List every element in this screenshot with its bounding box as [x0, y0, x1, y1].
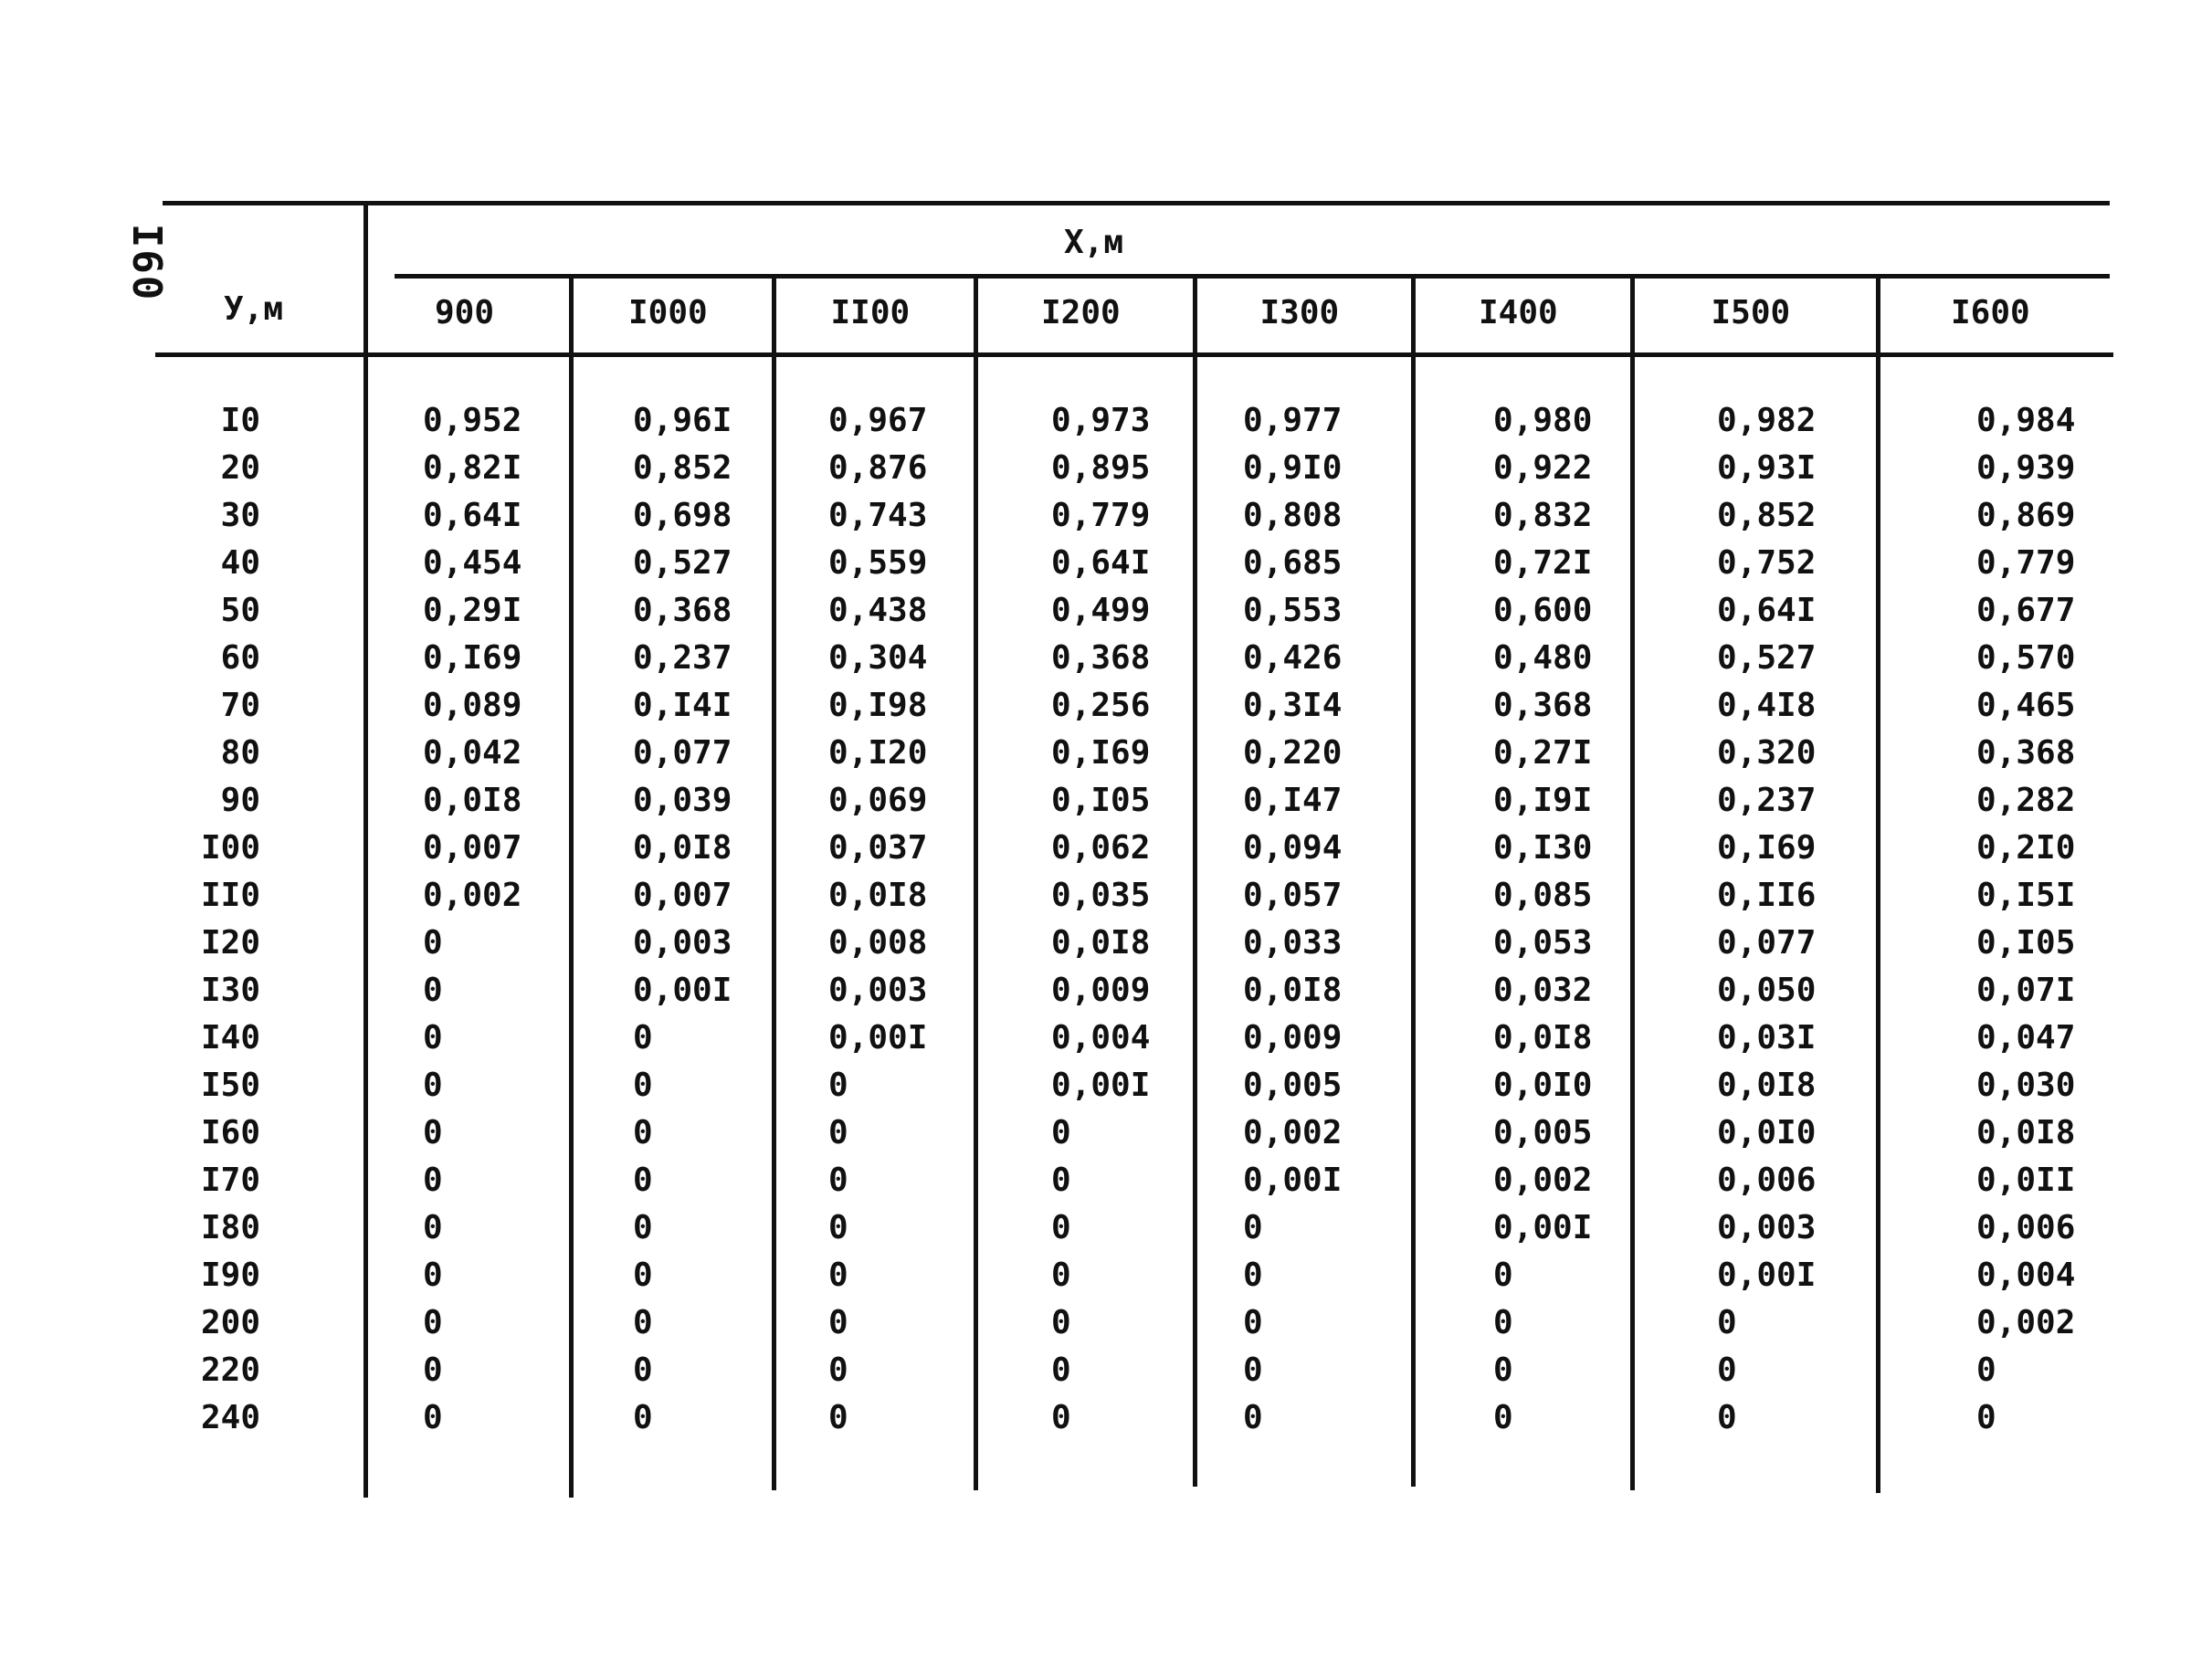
table-cell: 0,003 — [828, 972, 928, 1009]
column-header: I300 — [1259, 294, 1340, 331]
table-cell: 0,006 — [1717, 1162, 1817, 1199]
table-cell: 0 — [1717, 1399, 1737, 1436]
table-cell: 0,089 — [423, 687, 522, 724]
table-cell: 0,00I — [1717, 1257, 1817, 1294]
x-axis-header: Х,м — [1064, 224, 1124, 261]
table-cell: 0 — [1051, 1114, 1071, 1151]
table-cell: 0 — [1051, 1351, 1071, 1389]
table-cell: 0,553 — [1243, 592, 1343, 629]
table-cell: 0,973 — [1051, 402, 1151, 439]
table-cell: 0 — [1243, 1351, 1263, 1389]
table-cell: 0,0I8 — [633, 829, 732, 867]
column-header: I400 — [1479, 294, 1558, 331]
row-label: I60 — [200, 1114, 260, 1151]
table-cell: 0,062 — [1051, 829, 1151, 867]
table-cell: 0,042 — [423, 734, 522, 772]
table-cell: 0,29I — [423, 592, 522, 629]
table-cell: 0,499 — [1051, 592, 1151, 629]
column-header: I600 — [1951, 294, 2030, 331]
table-cell: 0,570 — [1976, 639, 2076, 677]
table-cell: 0,82I — [423, 449, 522, 487]
table-cell: 0,057 — [1243, 877, 1343, 914]
table-cell: 0,895 — [1051, 449, 1151, 487]
table-cell: 0,685 — [1243, 544, 1343, 582]
row-label: II0 — [200, 877, 260, 914]
row-label: 50 — [220, 592, 260, 629]
table-cell: 0,007 — [423, 829, 522, 867]
table-cell: 0,002 — [423, 877, 522, 914]
table-cell: 0,0I8 — [1717, 1067, 1817, 1104]
table-cell: 0,869 — [1976, 497, 2076, 534]
table-cell: 0,237 — [1717, 782, 1817, 819]
table-cell: 0,I98 — [828, 687, 928, 724]
table-cell: 0,282 — [1976, 782, 2076, 819]
table-cell: 0 — [1051, 1304, 1071, 1341]
row-label: 80 — [220, 734, 260, 772]
table-cell: 0,977 — [1243, 402, 1343, 439]
table-cell: 0,808 — [1243, 497, 1343, 534]
table-cell: 0,698 — [633, 497, 732, 534]
row-label: 40 — [220, 544, 260, 582]
row-label: 200 — [200, 1304, 260, 1341]
column-divider — [1411, 274, 1416, 1487]
table-cell: 0,050 — [1717, 972, 1817, 1009]
table-cell: 0 — [423, 924, 443, 962]
table-cell: 0,006 — [1976, 1209, 2076, 1246]
table-cell: 0,2I0 — [1976, 829, 2076, 867]
table-cell: 0,008 — [828, 924, 928, 962]
table-cell: 0 — [1243, 1399, 1263, 1436]
table-cell: 0,980 — [1493, 402, 1593, 439]
table-cell: 0,I05 — [1976, 924, 2076, 962]
table-cell: 0,426 — [1243, 639, 1343, 677]
table-cell: 0,922 — [1493, 449, 1593, 487]
table-cell: 0 — [828, 1304, 848, 1341]
table-cell: 0,047 — [1976, 1019, 2076, 1057]
table-cell: 0 — [1051, 1257, 1071, 1294]
table-cell: 0,320 — [1717, 734, 1817, 772]
table-cell: 0 — [423, 1114, 443, 1151]
table-cell: 0,077 — [1717, 924, 1817, 962]
table-cell: 0,454 — [423, 544, 522, 582]
table-cell: 0 — [423, 1304, 443, 1341]
table-cell: 0,039 — [633, 782, 732, 819]
table-cell: 0 — [423, 1162, 443, 1199]
table-cell: 0,368 — [1493, 687, 1593, 724]
column-divider — [1876, 274, 1880, 1493]
table-cell: 0 — [633, 1351, 653, 1389]
table-cell: 0,527 — [633, 544, 732, 582]
table-cell: 0 — [1717, 1304, 1737, 1341]
table-cell: 0,094 — [1243, 829, 1343, 867]
column-divider — [1630, 274, 1635, 1490]
table-cell: 0,952 — [423, 402, 522, 439]
table-cell: 0,003 — [633, 924, 732, 962]
table-cell: 0 — [828, 1114, 848, 1151]
table-cell: 0 — [423, 972, 443, 1009]
table-cell: 0,304 — [828, 639, 928, 677]
table-cell: 0,005 — [1493, 1114, 1593, 1151]
table-cell: 0,00I — [828, 1019, 928, 1057]
column-header: I200 — [1041, 294, 1121, 331]
table-cell: 0 — [423, 1019, 443, 1057]
row-label: 70 — [220, 687, 260, 724]
table-cell: 0 — [1976, 1399, 1996, 1436]
table-cell: 0,368 — [1976, 734, 2076, 772]
table-cell: 0,035 — [1051, 877, 1151, 914]
table-cell: 0,4I8 — [1717, 687, 1817, 724]
table-cell: 0,967 — [828, 402, 928, 439]
row-label: I00 — [200, 829, 260, 867]
table-cell: 0,779 — [1051, 497, 1151, 534]
table-cell: 0,256 — [1051, 687, 1151, 724]
table-cell: 0,96I — [633, 402, 732, 439]
table-cell: 0,64I — [1051, 544, 1151, 582]
table-cell: 0,I47 — [1243, 782, 1343, 819]
table-cell: 0 — [828, 1257, 848, 1294]
table-cell: 0,876 — [828, 449, 928, 487]
table-cell: 0,600 — [1493, 592, 1593, 629]
row-label: 240 — [200, 1399, 260, 1436]
column-divider — [569, 274, 574, 1498]
table-cell: 0,004 — [1976, 1257, 2076, 1294]
row-label: I20 — [200, 924, 260, 962]
x-header-rule — [395, 274, 2110, 279]
table-cell: 0,I5I — [1976, 877, 2076, 914]
table-cell: 0,I69 — [1717, 829, 1817, 867]
table-cell: 0 — [633, 1257, 653, 1294]
table-cell: 0,9I0 — [1243, 449, 1343, 487]
table-cell: 0 — [1051, 1399, 1071, 1436]
table-cell: 0,00I — [1243, 1162, 1343, 1199]
table-cell: 0,368 — [1051, 639, 1151, 677]
table-cell: 0 — [1243, 1209, 1263, 1246]
table-cell: 0,3I4 — [1243, 687, 1343, 724]
row-label: I50 — [200, 1067, 260, 1104]
row-label: I70 — [200, 1162, 260, 1199]
table-cell: 0,0I0 — [1493, 1067, 1593, 1104]
table-cell: 0,752 — [1717, 544, 1817, 582]
row-label: I90 — [200, 1257, 260, 1294]
table-cell: 0 — [633, 1067, 653, 1104]
table-cell: 0 — [633, 1162, 653, 1199]
table-cell: 0,0I8 — [1051, 924, 1151, 962]
table-cell: 0 — [1493, 1257, 1513, 1294]
table-cell: 0,368 — [633, 592, 732, 629]
table-cell: 0,743 — [828, 497, 928, 534]
table-cell: 0,237 — [633, 639, 732, 677]
table-cell: 0,0I0 — [1717, 1114, 1817, 1151]
table-cell: 0,053 — [1493, 924, 1593, 962]
table-cell: 0,069 — [828, 782, 928, 819]
table-cell: 0,II6 — [1717, 877, 1817, 914]
table-cell: 0 — [828, 1162, 848, 1199]
column-divider — [974, 274, 978, 1490]
table-cell: 0,779 — [1976, 544, 2076, 582]
table-cell: 0,07I — [1976, 972, 2076, 1009]
table-cell: 0 — [423, 1399, 443, 1436]
table-top-rule — [163, 201, 2110, 205]
table-cell: 0 — [1051, 1162, 1071, 1199]
table-cell: 0,0I8 — [423, 782, 522, 819]
header-bottom-rule — [155, 352, 2113, 357]
table-cell: 0,27I — [1493, 734, 1593, 772]
table-cell: 0 — [633, 1209, 653, 1246]
table-cell: 0,003 — [1717, 1209, 1817, 1246]
table-cell: 0,I30 — [1493, 829, 1593, 867]
table-cell: 0,438 — [828, 592, 928, 629]
table-cell: 0,93I — [1717, 449, 1817, 487]
y-axis-header: У,м — [224, 290, 284, 328]
table-cell: 0,465 — [1976, 687, 2076, 724]
table-cell: 0,852 — [1717, 497, 1817, 534]
row-label: I0 — [220, 402, 260, 439]
table-cell: 0 — [1051, 1209, 1071, 1246]
row-label: I30 — [200, 972, 260, 1009]
table-cell: 0 — [633, 1114, 653, 1151]
table-cell: 0,I4I — [633, 687, 732, 724]
row-label: 220 — [200, 1351, 260, 1389]
table-cell: 0,030 — [1976, 1067, 2076, 1104]
page-number: I60 — [123, 223, 171, 302]
table-cell: 0,002 — [1243, 1114, 1343, 1151]
table-cell: 0,I20 — [828, 734, 928, 772]
table-cell: 0,00I — [1051, 1067, 1151, 1104]
table-cell: 0,00I — [633, 972, 732, 1009]
table-cell: 0,559 — [828, 544, 928, 582]
table-cell: 0,002 — [1493, 1162, 1593, 1199]
table-cell: 0,72I — [1493, 544, 1593, 582]
table-cell: 0 — [423, 1209, 443, 1246]
table-cell: 0,032 — [1493, 972, 1593, 1009]
table-cell: 0 — [633, 1304, 653, 1341]
table-cell: 0,004 — [1051, 1019, 1151, 1057]
row-label: 30 — [220, 497, 260, 534]
table-cell: 0 — [1243, 1304, 1263, 1341]
y-column-divider — [363, 201, 368, 1498]
table-cell: 0 — [1717, 1351, 1737, 1389]
row-label: 60 — [220, 639, 260, 677]
row-label: 20 — [220, 449, 260, 487]
table-cell: 0,007 — [633, 877, 732, 914]
table-cell: 0 — [633, 1019, 653, 1057]
table-cell: 0 — [423, 1257, 443, 1294]
table-cell: 0 — [633, 1399, 653, 1436]
table-cell: 0,64I — [423, 497, 522, 534]
column-header: I000 — [628, 294, 708, 331]
table-cell: 0,00I — [1493, 1209, 1593, 1246]
table-cell: 0,832 — [1493, 497, 1593, 534]
table-cell: 0 — [423, 1351, 443, 1389]
table-cell: 0,527 — [1717, 639, 1817, 677]
column-divider — [772, 274, 776, 1490]
column-header: I500 — [1711, 294, 1791, 331]
table-cell: 0 — [828, 1209, 848, 1246]
table-cell: 0,077 — [633, 734, 732, 772]
table-cell: 0 — [1493, 1399, 1513, 1436]
table-cell: 0 — [1493, 1351, 1513, 1389]
table-cell: 0,0I8 — [1493, 1019, 1593, 1057]
table-cell: 0,03I — [1717, 1019, 1817, 1057]
table-cell: 0 — [1976, 1351, 1996, 1389]
table-cell: 0,I9I — [1493, 782, 1593, 819]
table-cell: 0,64I — [1717, 592, 1817, 629]
row-label: 90 — [220, 782, 260, 819]
table-cell: 0,982 — [1717, 402, 1817, 439]
table-cell: 0,002 — [1976, 1304, 2076, 1341]
table-cell: 0,037 — [828, 829, 928, 867]
table-cell: 0,I69 — [1051, 734, 1151, 772]
table-cell: 0,I69 — [423, 639, 522, 677]
table-cell: 0 — [828, 1067, 848, 1104]
table-cell: 0 — [1493, 1304, 1513, 1341]
table-cell: 0,0I8 — [828, 877, 928, 914]
column-divider — [1193, 274, 1197, 1487]
table-cell: 0 — [1243, 1257, 1263, 1294]
table-cell: 0 — [828, 1399, 848, 1436]
table-cell: 0,I05 — [1051, 782, 1151, 819]
table-cell: 0,677 — [1976, 592, 2076, 629]
table-cell: 0,009 — [1243, 1019, 1343, 1057]
table-cell: 0 — [828, 1351, 848, 1389]
table-cell: 0,480 — [1493, 639, 1593, 677]
table-cell: 0,085 — [1493, 877, 1593, 914]
column-header: 900 — [435, 294, 495, 331]
row-label: I40 — [200, 1019, 260, 1057]
table-cell: 0,852 — [633, 449, 732, 487]
table-cell: 0,220 — [1243, 734, 1343, 772]
table-cell: 0,0I8 — [1976, 1114, 2076, 1151]
table-cell: 0,0II — [1976, 1162, 2076, 1199]
table-cell: 0 — [423, 1067, 443, 1104]
column-header: II00 — [830, 294, 911, 331]
table-cell: 0,033 — [1243, 924, 1343, 962]
table-cell: 0,0I8 — [1243, 972, 1343, 1009]
table-cell: 0,939 — [1976, 449, 2076, 487]
table-cell: 0,984 — [1976, 402, 2076, 439]
row-label: I80 — [200, 1209, 260, 1246]
table-cell: 0,005 — [1243, 1067, 1343, 1104]
table-cell: 0,009 — [1051, 972, 1151, 1009]
